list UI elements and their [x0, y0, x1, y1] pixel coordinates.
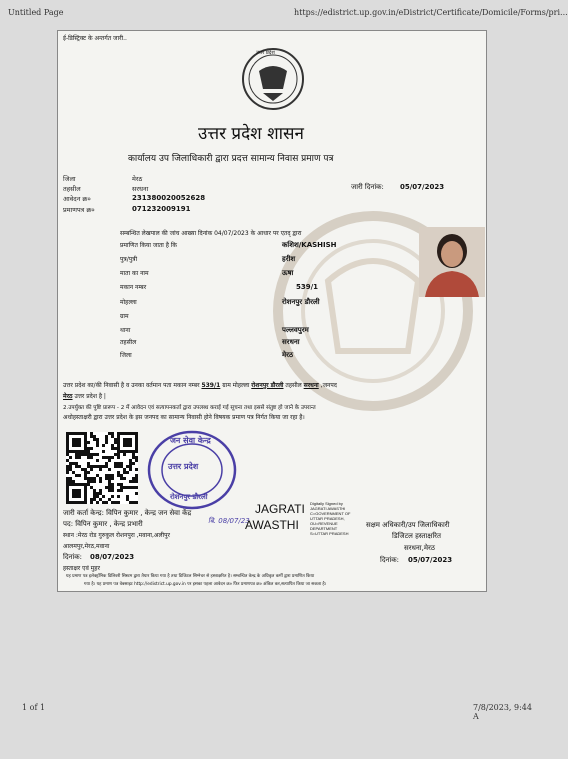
authority-date-label: दिनांक:	[380, 556, 399, 564]
ds-detail: JAGRATI AWASTHI	[310, 506, 346, 511]
issuer-line-2: पद: विपिन कुमार , केन्द्र प्रभारी	[63, 520, 143, 528]
stamp-handwritten: बि. 08/07/23	[208, 517, 250, 525]
stamp-bottom: रोशनपुर डौरली	[170, 493, 208, 501]
ds-detail: DEPARTMENT	[310, 526, 338, 531]
footer-note-1: यह प्रमाण पत्र इलेक्ट्रॉनिक डिलिवरी सिस्टम द्वारा तैयार किया गया है तथा डिजिटल सिग्नेचर से हस्ताक्षरित है। सम्बन्धित केन्द्र के अधिकृत कर्मी द्वारा प्रमाणित किया	[66, 574, 315, 579]
label-district: जिला	[63, 175, 76, 183]
digital-sign-name-1: JAGRATI	[255, 502, 305, 516]
applicant-name: कशिश/KASHISH	[282, 241, 337, 249]
authority-date: 05/07/2023	[408, 556, 453, 564]
label-police-station: थाना	[120, 327, 131, 334]
issuer-line-3: स्थान :मेरठ रोड गुरुकुल रोशनपुरा ,मवाना,अलीपुर	[63, 532, 170, 539]
issue-date-label: जारी दिनांक:	[351, 183, 384, 191]
value-tehsil: सरधना	[132, 185, 149, 193]
confirmation-paragraph-2: अधोहस्ताक्षरी द्वारा उत्तर प्रदेश के इस जनपद का सामान्य निवासी होने विषयक प्रमाण पत्र निर्गत किया जा रहा है।	[63, 414, 305, 421]
label-mother: माता का नाम	[120, 270, 149, 277]
para-text-5: उत्तर प्रदेश है |	[74, 393, 106, 400]
para-text-4: ,जनपद	[320, 382, 337, 389]
label-certificate-no: प्रमाणपत्र क्र०	[63, 206, 95, 214]
label-tehsil-2: तहसील	[120, 339, 137, 346]
para-text-3: तहसील	[285, 382, 302, 389]
ds-detail: Digitally Signed by	[310, 501, 343, 506]
value-application-no: 231380020052628	[132, 194, 206, 202]
label-application-no: आवेदन क्र०	[63, 195, 91, 203]
value-police-station: पल्लवपुरम	[282, 326, 309, 334]
authority-place: सरधना,मेरठ	[404, 544, 435, 552]
para-locality: रोशनपुर डौरली	[251, 382, 284, 389]
tab-title: Untitled Page	[8, 8, 64, 17]
url-text: https://edistrict.up.gov.in/eDistrict/Certificate/Domicile/Forms/pri...	[294, 8, 568, 17]
footer-note-2: गया है। यह प्रमाण पत्र वेबसाइट http://edistrict.up.gov.in पर इसका पहला आवेदन क्र० फिर प्रमाणपत्र क्र० अंकित कर,सत्यापित किया जा सकता है।	[84, 582, 327, 587]
up-emblem-icon	[241, 47, 305, 111]
value-district: मेरठ	[132, 175, 143, 183]
issuer-date-label: दिनांक:	[63, 553, 82, 561]
value-district-2: मेरठ	[282, 351, 294, 359]
confirmation-paragraph-1: 2.उपर्युक्त की पुष्टि प्रारूप - 2 में आवेदन एवं सत्यापनकर्ता द्वारा उपलब्ध कराई गई सूचना तथा इससे संतुष्ट हो जाने के उपरान्त	[63, 405, 316, 411]
emblem-text: उत्तर प्रदेश	[256, 50, 275, 56]
value-mother: ऊषा	[282, 269, 294, 277]
label-parent: पुत्र/पुत्री	[120, 256, 138, 263]
digital-sign-name-2: AWASTHI	[245, 518, 299, 532]
value-certificate-no: 071232009191	[132, 205, 191, 213]
certificate-sheet	[57, 30, 487, 592]
ds-detail: C=GOVERNMENT OF	[310, 511, 351, 516]
print-datetime: 7/8/2023, 9:44 A	[473, 703, 532, 721]
residence-paragraph-line2	[63, 392, 106, 400]
value-house-no: 539/1	[296, 283, 319, 291]
office-title: कार्यालय उप जिलाधिकारी द्वारा प्रदत्त सामान्य निवास प्रमाण पत्र	[128, 154, 334, 164]
para-house-no: 539/1	[201, 382, 221, 389]
govt-title: उत्तर प्रदेश शासन	[198, 124, 304, 144]
value-tehsil-2: सरधना	[282, 338, 300, 346]
digital-sign-details	[310, 501, 351, 536]
label-locality: मोहल्ला	[120, 299, 137, 306]
value-locality: रोशनपुर डौरली	[282, 298, 320, 306]
residence-paragraph	[63, 381, 337, 389]
para-district: मेरठ	[63, 393, 73, 400]
ds-detail: UTTAR PRADESH,	[310, 516, 345, 521]
stamp-middle: उत्तर प्रदेश	[168, 462, 199, 471]
issued-under: ई-डिस्ट्रिक्ट के अन्तर्गत जारी..	[63, 35, 127, 42]
issue-date: 05/07/2023	[400, 183, 445, 191]
authority-sig: डिजिटल हस्ताक्षरित	[392, 532, 441, 540]
issuer-line-1: जारी कर्ता केन्द्र: विपिन कुमार , केन्द्र जन सेवा केंद्र	[63, 509, 192, 517]
para-text-1: उत्तर प्रदेश का/की निवासी है व उनका वर्तमान पता मकान नम्बर	[63, 382, 200, 389]
verification-text-2: प्रमाणित किया जाता है कि	[120, 242, 178, 249]
label-village: ग्राम	[120, 313, 129, 320]
label-tehsil: तहसील	[63, 185, 81, 193]
stamp-top: जन सेवा केन्द्र	[170, 436, 211, 445]
qr-code	[66, 432, 138, 504]
ds-detail: S=UTTAR PRADESH	[310, 531, 349, 536]
applicant-photo	[419, 227, 485, 297]
issuer-date: 08/07/2023	[90, 553, 135, 561]
authority-title: सक्षम अधिकारी/उप जिलाधिकारी	[366, 521, 450, 529]
ds-detail: OU=REVENUE	[310, 521, 338, 526]
para-text-2: ग्राम मोहल्ला	[222, 382, 250, 389]
issuer-seal: हस्ताक्षर एवं मुहर	[63, 565, 100, 572]
label-district-2: जिला	[120, 352, 132, 359]
issuer-line-4: आलमपुर,मेरठ,मवाना	[63, 543, 110, 550]
para-tehsil: सरधना	[303, 382, 319, 389]
value-parent: हरीश	[282, 255, 296, 263]
page-count: 1 of 1	[22, 703, 46, 712]
verification-text-1: सम्बन्धित लेखपाल की जांच आख्या दिनांक 04/07/2023 के आधार पर एतद् द्वारा	[120, 230, 302, 237]
label-house-no: मकान नम्बर	[120, 284, 147, 291]
